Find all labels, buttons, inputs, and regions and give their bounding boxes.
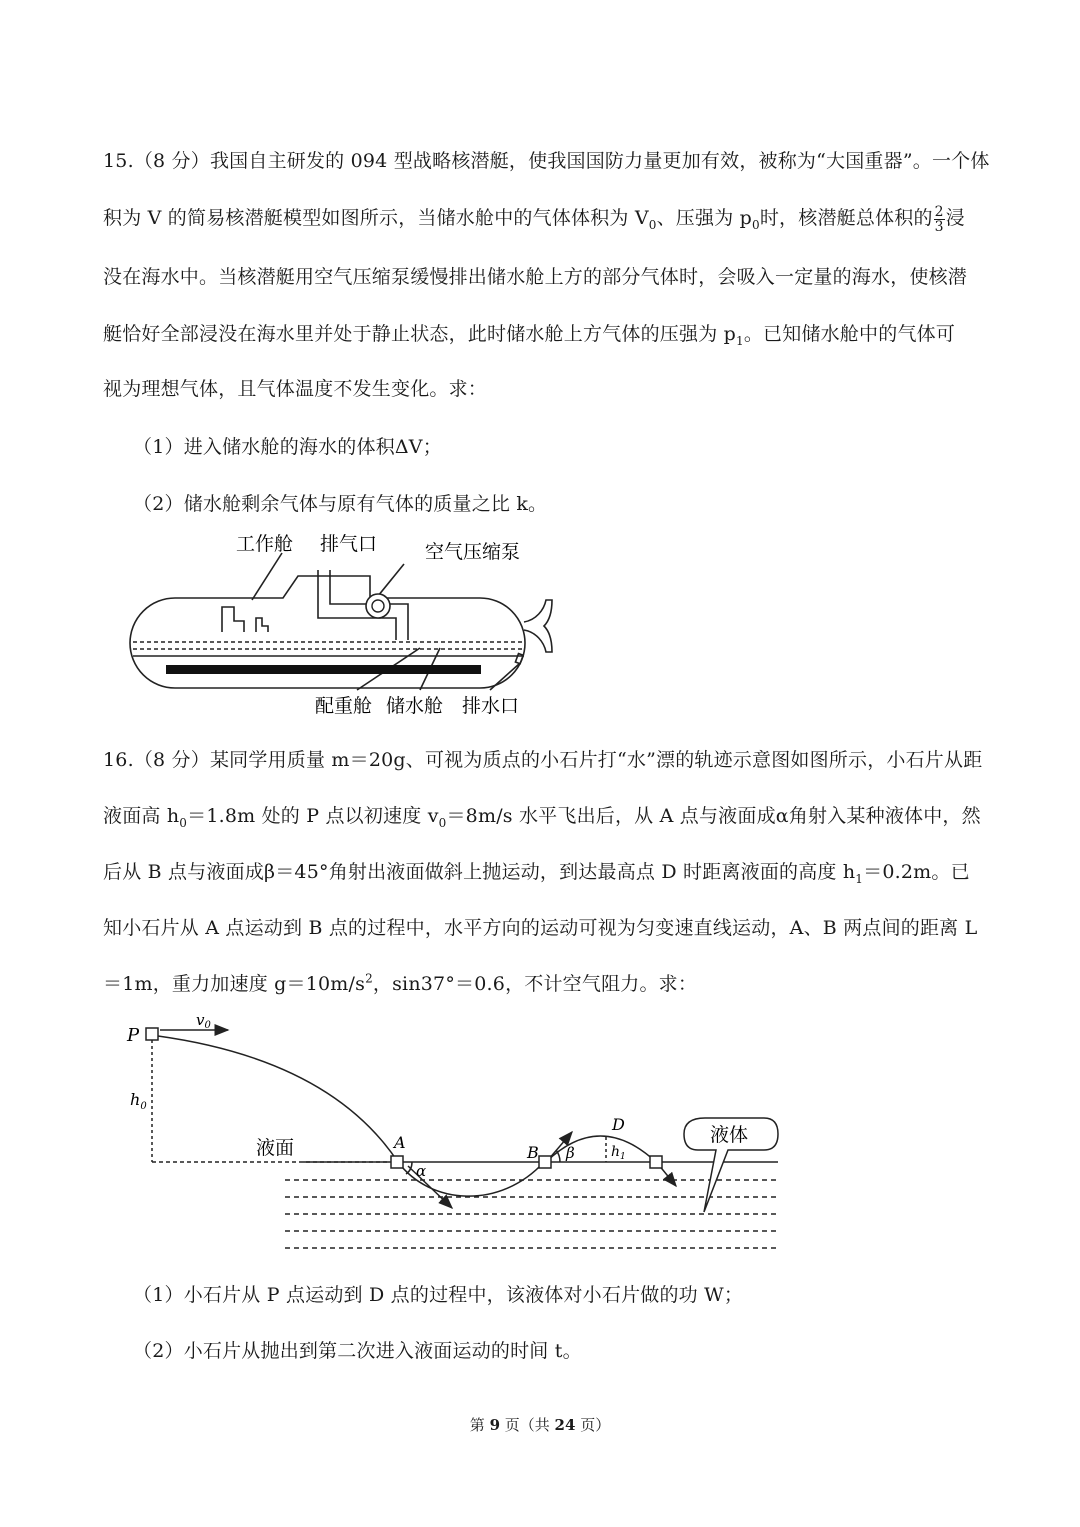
q16-line-5: ＝1m，重力加速度 $g=10m/s^2$，sin37°＝0.6，不计空气阻力。求：	[103, 971, 698, 995]
ballast-tank	[166, 665, 481, 674]
q16-score: （8 分）	[133, 749, 210, 771]
page-footer: 第 9 页（共 24 页）	[469, 1416, 611, 1434]
label-a: A	[394, 1133, 406, 1152]
label-work-cabin: 工作舱	[236, 533, 294, 555]
q16-line-3: 后从 B 点与液面成β＝45°角射出液面做斜上抛运动，到达最高点 D 时距离液面的高度 $h_1=0.2m$。已	[103, 861, 970, 886]
label-exhaust: 排气口	[320, 533, 378, 555]
q16-line-2: 液面高 $h_0=1.8m$ 处的 P 点以初速度 $v_0=8m/s$ 水平飞出后，从 A 点与液面成α角射入某种液体中，然	[103, 805, 981, 830]
label-h1: $h_1$	[611, 1144, 626, 1162]
label-p: P	[127, 1025, 140, 1046]
q15-score: （8 分）	[133, 150, 210, 172]
label-alpha: α	[416, 1162, 427, 1180]
work-cabin	[222, 607, 244, 632]
tail-fin	[524, 600, 552, 652]
point-b-square	[539, 1156, 551, 1168]
label-v0: $v_0$	[196, 1011, 211, 1031]
q15-line-3: 没在海水中。当核潜艇用空气压缩泵缓慢排出储水舱上方的部分气体时，会吸入一定量的海水，使核潜	[103, 266, 968, 288]
q15-line-2: 积为 V 的简易核潜艇模型如图所示，当储水舱中的气体体积为 $V_0$、压强为 $p_0$时，核潜艇总体积的 $\frac{2}{3}$ 浸	[103, 203, 965, 235]
label-drain: 排水口	[462, 695, 520, 717]
label-beta: β	[566, 1144, 575, 1162]
total-pages: 24	[554, 1416, 576, 1434]
label-b: B	[527, 1143, 539, 1162]
label-liquid: 液体	[710, 1124, 749, 1146]
q16-number: 16.	[103, 749, 134, 771]
label-storage: 储水舱	[386, 695, 444, 717]
trajectory-b-to-d	[546, 1136, 656, 1162]
fraction-two-thirds: $\frac{2}{3}$	[934, 203, 944, 235]
q15-line-5: 视为理想气体，且气体温度不发生变化。求：	[103, 378, 488, 400]
q15-subquestion-1: （1）进入储水舱的海水的体积ΔV；	[133, 436, 442, 458]
label-air-pump: 空气压缩泵	[425, 541, 521, 563]
submarine-diagram	[0, 520, 1080, 725]
q16-line-1: 16.（8 分）某同学用质量 m＝20g、可视为质点的小石片打“水”漂的轨迹示意图如图所示，小石片从距	[103, 749, 983, 771]
q15-number: 15.	[103, 150, 134, 172]
label-ballast: 配重舱	[315, 695, 373, 717]
reentry-square	[650, 1156, 662, 1168]
q15-line-4: 艇恰好全部浸没在海水里并处于静止状态，此时储水舱上方气体的压强为 $p_1$。已知储水舱中的气体可	[103, 323, 956, 348]
q16-subquestion-1: （1）小石片从 P 点运动到 D 点的过程中，该液体对小石片做的功 W；	[133, 1284, 744, 1306]
point-p-square	[146, 1028, 158, 1040]
label-d: D	[612, 1115, 625, 1134]
current-page: 9	[489, 1416, 500, 1434]
q15-subquestion-2: （2）储水舱剩余气体与原有气体的质量之比 k。	[133, 493, 548, 515]
label-liquid-surface: 液面	[256, 1137, 295, 1159]
point-a-square	[391, 1156, 403, 1168]
drain-port	[515, 654, 523, 664]
q15-line-1	[103, 146, 990, 173]
label-h0: $h_0$	[130, 1090, 147, 1112]
q16-subquestion-2: （2）小石片从抛出到第二次进入液面运动的时间 t。	[133, 1340, 582, 1362]
stone-trajectory-diagram	[0, 1005, 1080, 1265]
q15-text-1: 我国自主研发的 094 型战略核潜艇，使我国国防力量更加有效，被称为“大国重器”。一个体	[209, 150, 990, 172]
q16-line-4: 知小石片从 A 点运动到 B 点的过程中，水平方向的运动可视为匀变速直线运动，A、B 两点间的距离 L	[103, 917, 978, 939]
air-pump-icon	[366, 594, 390, 618]
